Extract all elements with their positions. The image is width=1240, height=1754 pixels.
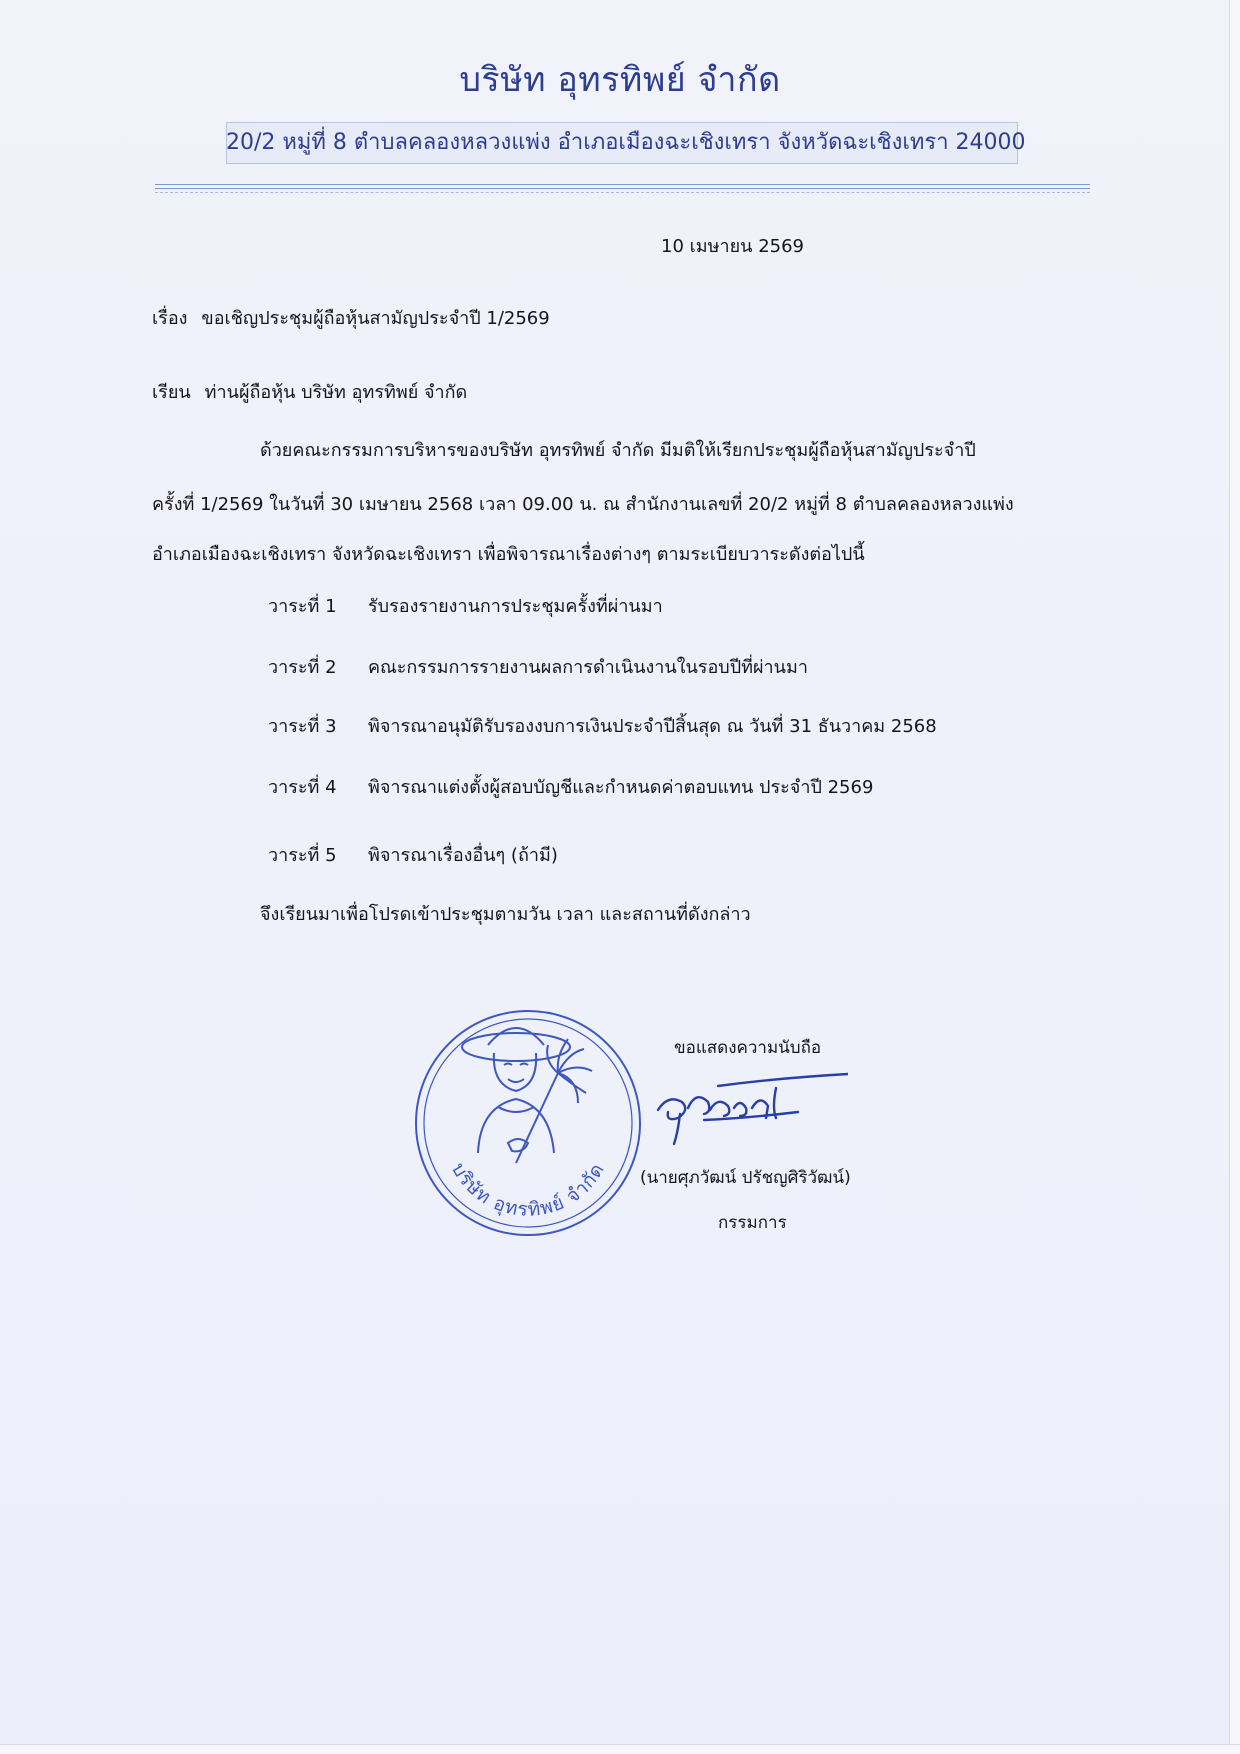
regards-line: ขอแสดงความนับถือ <box>674 1038 822 1058</box>
page-edge-right <box>1229 0 1240 1754</box>
agenda-text: คณะกรรมการรายงานผลการดำเนินงานในรอบปีที่ผ่านมา <box>368 657 808 678</box>
company-address: 20/2 หมู่ที่ 8 ตำบลคลองหลวงแพ่ง อำเภอเมืองฉะเชิงเทรา จังหวัดฉะเชิงเทรา 24000 <box>226 130 1026 155</box>
agenda-text: พิจารณาแต่งตั้งผู้สอบบัญชีและกำหนดค่าตอบแทน ประจำปี 2569 <box>368 777 874 798</box>
agenda-item <box>268 847 558 865</box>
agenda-item <box>268 659 808 677</box>
agenda-item <box>268 598 663 616</box>
header-divider-dashed <box>155 192 1090 193</box>
agenda-text: พิจารณาอนุมัติรับรองงบการเงินประจำปีสิ้นสุด ณ วันที่ 31 ธันวาคม 2568 <box>368 716 937 737</box>
company-name: บริษัท อุทรทิพย์ จำกัด <box>459 60 781 100</box>
agenda-number: วาระที่ 5 <box>268 845 337 866</box>
recipient-line <box>152 384 467 402</box>
subject-line <box>152 310 550 328</box>
letter-date: 10 เมษายน 2569 <box>661 236 804 257</box>
agenda-item <box>268 779 873 797</box>
signatory-name: (นายศุภวัฒน์ ปรัชญศิริวัฒน์) <box>640 1168 851 1188</box>
agenda-number: วาระที่ 3 <box>268 716 337 737</box>
recipient-label: เรียน <box>152 382 191 403</box>
subject-label: เรื่อง <box>152 308 188 329</box>
agenda-item <box>268 718 937 736</box>
body-line-3: อำเภอเมืองฉะเชิงเทรา จังหวัดฉะเชิงเทรา เพื่อพิจารณาเรื่องต่างๆ ตามระเบียบวาระดังต่อไปนี้ <box>152 544 865 565</box>
closing-line: จึงเรียนมาเพื่อโปรดเข้าประชุมตามวัน เวลา และสถานที่ดังกล่าว <box>260 904 751 925</box>
subject-text: ขอเชิญประชุมผู้ถือหุ้นสามัญประจำปี 1/2569 <box>201 308 550 329</box>
agenda-number: วาระที่ 4 <box>268 777 337 798</box>
company-seal-icon <box>408 1003 648 1243</box>
seal-text: บริษัท อุทรทิพย์ จำกัด <box>446 1159 610 1221</box>
recipient-text: ท่านผู้ถือหุ้น บริษัท อุทรทิพย์ จำกัด <box>204 382 468 403</box>
signature-icon <box>648 1068 848 1148</box>
body-line-2: ครั้งที่ 1/2569 ในวันที่ 30 เมษายน 2568 เวลา 09.00 น. ณ สำนักงานเลขที่ 20/2 หมู่ที่ 8 ตำบลคลองหลวงแพ่ง <box>152 494 1014 515</box>
header-divider <box>155 184 1090 189</box>
agenda-number: วาระที่ 1 <box>268 596 337 617</box>
signatory-position: กรรมการ <box>718 1213 787 1233</box>
agenda-text: พิจารณาเรื่องอื่นๆ (ถ้ามี) <box>368 845 558 866</box>
page-edge-bottom <box>0 1744 1240 1754</box>
body-line-1: ด้วยคณะกรรมการบริหารของบริษัท อุทรทิพย์ จำกัด มีมติให้เรียกประชุมผู้ถือหุ้นสามัญประจำปี <box>260 440 976 461</box>
agenda-number: วาระที่ 2 <box>268 657 337 678</box>
svg-text:บริษัท อุทรทิพย์ จำกัด <box>447 1159 609 1221</box>
agenda-text: รับรองรายงานการประชุมครั้งที่ผ่านมา <box>368 596 663 617</box>
